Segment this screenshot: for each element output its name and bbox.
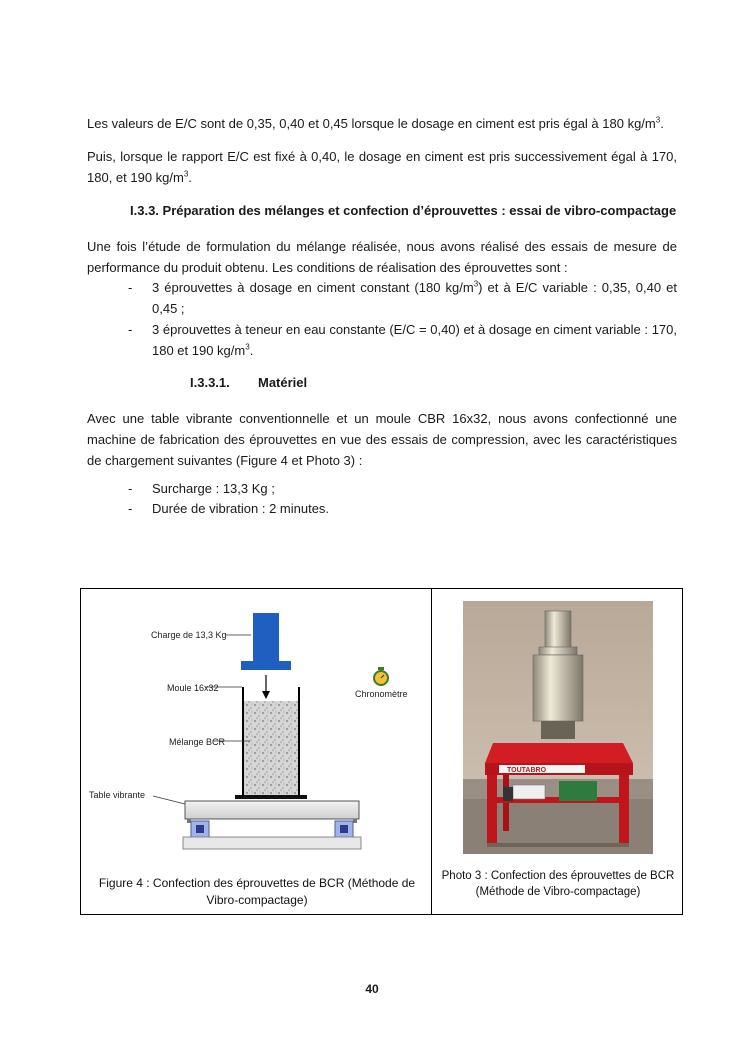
- label-melange: Mélange BCR: [169, 737, 226, 747]
- subsection-heading-materiel: [190, 375, 307, 390]
- load-arrow: [262, 675, 270, 699]
- label-table: Table vibrante: [89, 790, 146, 800]
- paragraph-cement-dosage: Puis, lorsque le rapport E/C est fixé à 0,40, le dosage en ciment est pris successivement égal à 170, 180, et 190 $kg/m^3$.: [87, 149, 677, 185]
- paragraph-equipment: Avec une table vibrante conventionnelle et un moule CBR 16x32, nous avons confectionné une machine de fabrication des éprouvettes en vue des essais de compression, avec les caractéristiques de chargement suivantes (Figure 4 et Photo 3) :: [87, 411, 677, 468]
- vibro-compaction-diagram: [85, 599, 425, 869]
- vibrating-table: [183, 801, 361, 849]
- list-item: - 3 éprouvettes à dosage en ciment constant (180 $kg/m^3$) et à E/C variable : 0,35, 0,40 et 0,45 ;: [128, 279, 677, 316]
- section-heading-preparation: I.3.3. Préparation des mélanges et confection d’éprouvettes : essai de vibro-compactage: [130, 203, 677, 218]
- list-item: - 3 éprouvettes à teneur en eau constante (E/C = 0,40) et à dosage en ciment variable : 170, 180 et 190 $kg/m^3$.: [128, 322, 677, 358]
- paragraph-ec-values: Les valeurs de E/C sont de 0,35, 0,40 et 0,45 lorsque le dosage en ciment est pris égal à 180 $kg/m^3$.: [87, 115, 664, 131]
- subsection-number: I.3.3.1.: [190, 375, 230, 390]
- label-chronometre: Chronomètre: [355, 689, 408, 699]
- weight-block: [241, 613, 291, 670]
- figure-4-caption: Figure 4 : Confection des éprouvettes de BCR (Méthode de Vibro-compactage): [98, 876, 416, 907]
- photo-3-caption: Photo 3 : Confection des éprouvettes de BCR (Méthode de Vibro-compactage): [441, 870, 675, 898]
- page-number: 40: [365, 982, 379, 996]
- subsection-title: Matériel: [258, 375, 308, 390]
- figure-table: [80, 588, 683, 915]
- table-divider: [431, 589, 432, 914]
- bcr-mix: [243, 701, 299, 795]
- label-moule: Moule 16x32: [167, 683, 219, 693]
- machine-label: TOUTABRO: [507, 767, 547, 774]
- leader-lines: [153, 635, 251, 804]
- label-charge: Charge de 13,3 Kg: [151, 630, 227, 640]
- list-item: - Durée de vibration : 2 minutes.: [128, 501, 330, 516]
- paragraph-conditions-intro: Une fois l’étude de formulation du mélange réalisée, nous avons réalisé des essais de mesure de performance du produit obtenu. Les conditions de réalisation des éprouvettes sont :: [87, 239, 677, 275]
- photo-vibro-compaction-machine: [463, 601, 653, 854]
- stopwatch-icon: [374, 667, 388, 685]
- list-item: - Surcharge : 13,3 Kg ;: [128, 481, 275, 496]
